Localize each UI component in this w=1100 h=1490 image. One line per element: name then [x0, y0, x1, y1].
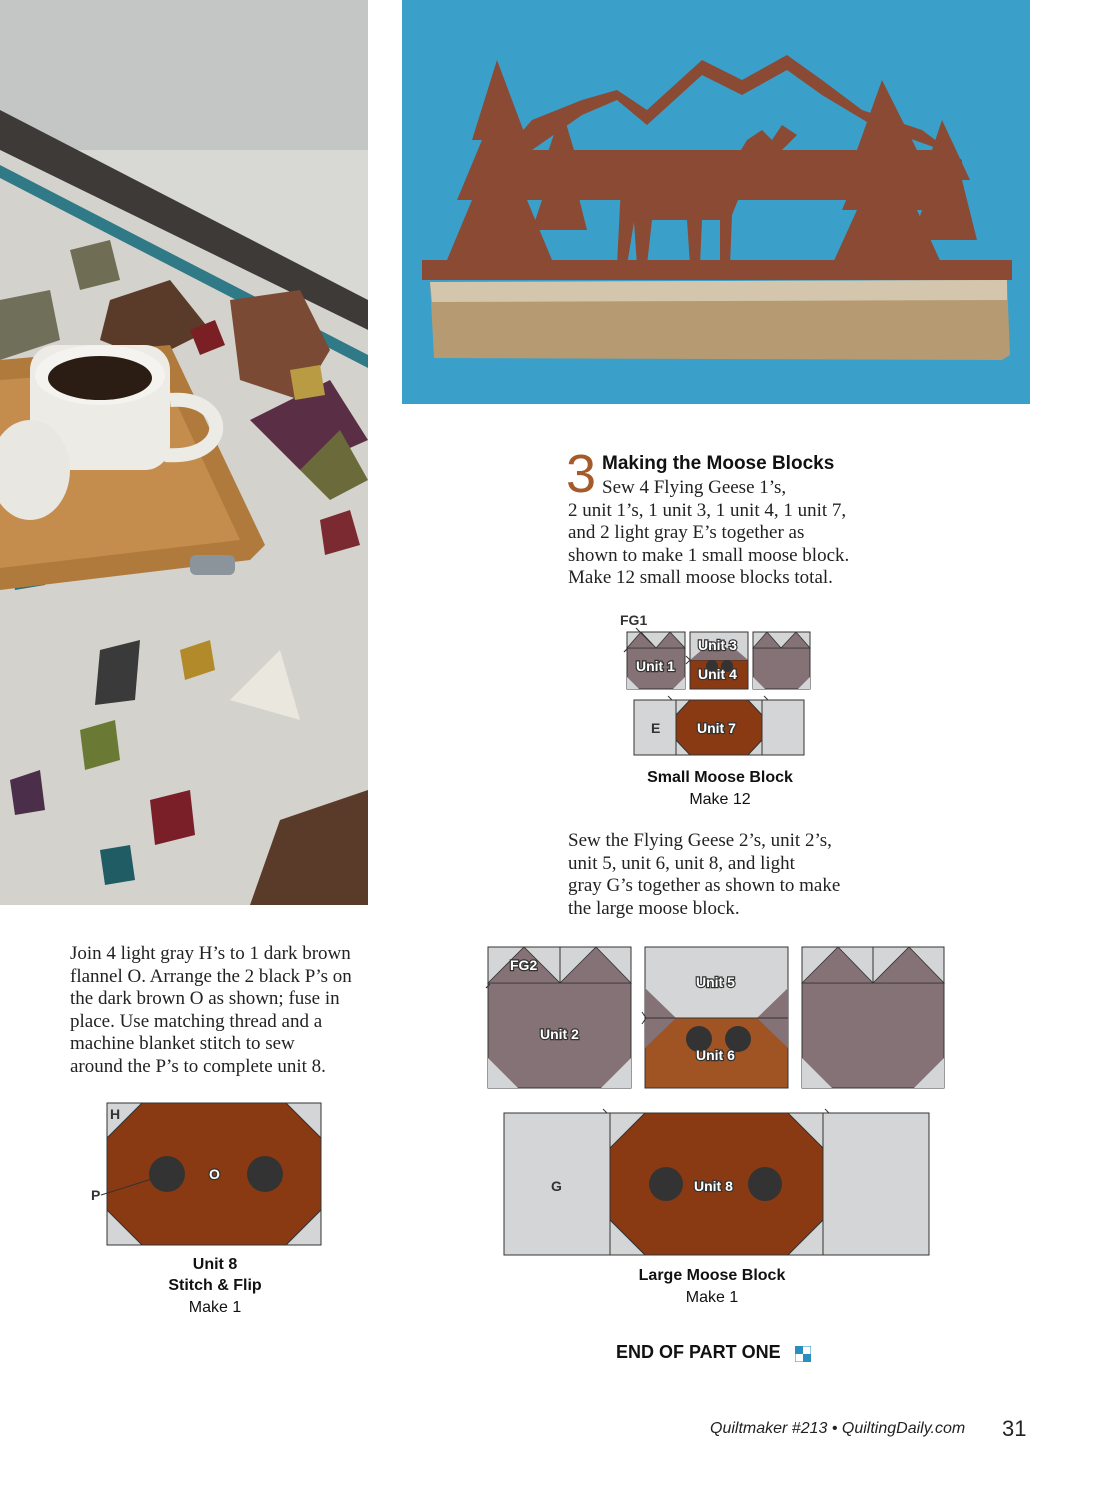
label-fg1: FG1 — [620, 612, 648, 628]
large-block-caption-title: Large Moose Block — [638, 1267, 786, 1284]
small-moose-block-diagram — [600, 610, 840, 770]
small-block-caption-make: Make 12 — [689, 791, 751, 808]
quilt-photo — [0, 0, 368, 905]
large-block-instructions: Sew the Flying Geese 2’s, unit 2’s, unit 5, unit 6, unit 8, and light gray G’s together as shown to make the large moose block. — [568, 830, 841, 919]
unit8-diagram — [85, 1100, 330, 1250]
step-instructions — [568, 477, 878, 590]
large-right-piece — [802, 947, 944, 1088]
label-h: H — [110, 1106, 121, 1122]
label-g: G — [551, 1178, 562, 1194]
label-unit7: Unit 7 — [697, 720, 736, 736]
large-moose-block-diagram — [480, 940, 960, 1260]
label-e: E — [651, 720, 661, 736]
step-instructions-rest: 2 unit 1’s, 1 unit 3, 1 unit 4, 1 unit 7, and 2 light gray E’s together as shown to make 1 small moose block. Make 12 small moose blocks total. — [568, 499, 850, 589]
unit8-caption-title: Unit 8 — [192, 1256, 238, 1273]
moose-wall-art-photo — [402, 0, 1030, 404]
label-unit5: Unit 5 — [696, 974, 735, 990]
small-block-caption-title: Small Moose Block — [647, 769, 793, 786]
label-unit1: Unit 1 — [636, 658, 675, 674]
step-title: Making the Moose Blocks — [602, 453, 835, 474]
label-fg2: FG2 — [510, 957, 538, 973]
end-of-part-quilt-icon — [795, 1346, 811, 1362]
unit8-caption-subtitle: Stitch & Flip — [168, 1277, 262, 1294]
large-block-caption-make: Make 1 — [685, 1289, 739, 1306]
label-p: P — [91, 1187, 101, 1203]
step-instructions-first-line: Sew 4 Flying Geese 1’s, — [602, 477, 787, 498]
step-number: 3 — [566, 444, 597, 504]
label-unit2: Unit 2 — [540, 1026, 579, 1042]
footer-magazine: Quiltmaker #213 • QuiltingDaily.com — [710, 1420, 966, 1437]
page-number: 31 — [1002, 1416, 1027, 1441]
label-unit8: Unit 8 — [694, 1178, 733, 1194]
label-unit6: Unit 6 — [696, 1047, 735, 1063]
end-of-part-label: END OF PART ONE — [616, 1342, 781, 1362]
large-middle-piece — [645, 947, 788, 1088]
small-right-piece — [753, 632, 810, 689]
unit8-instructions: Join 4 light gray H’s to 1 dark brown flannel O. Arrange the 2 black P’s on the dark brown O as shown; fuse in place. Use matching thread and a machine blanket stitch to sew around the P’s to complete unit 8. — [70, 943, 352, 1077]
unit8-caption-make: Make 1 — [188, 1299, 242, 1316]
label-unit3: Unit 3 — [698, 637, 737, 653]
quilt-photo-illustration — [0, 0, 368, 905]
label-unit4: Unit 4 — [698, 666, 737, 682]
label-o: O — [209, 1166, 220, 1182]
moose-wall-art-illustration — [402, 0, 1030, 404]
